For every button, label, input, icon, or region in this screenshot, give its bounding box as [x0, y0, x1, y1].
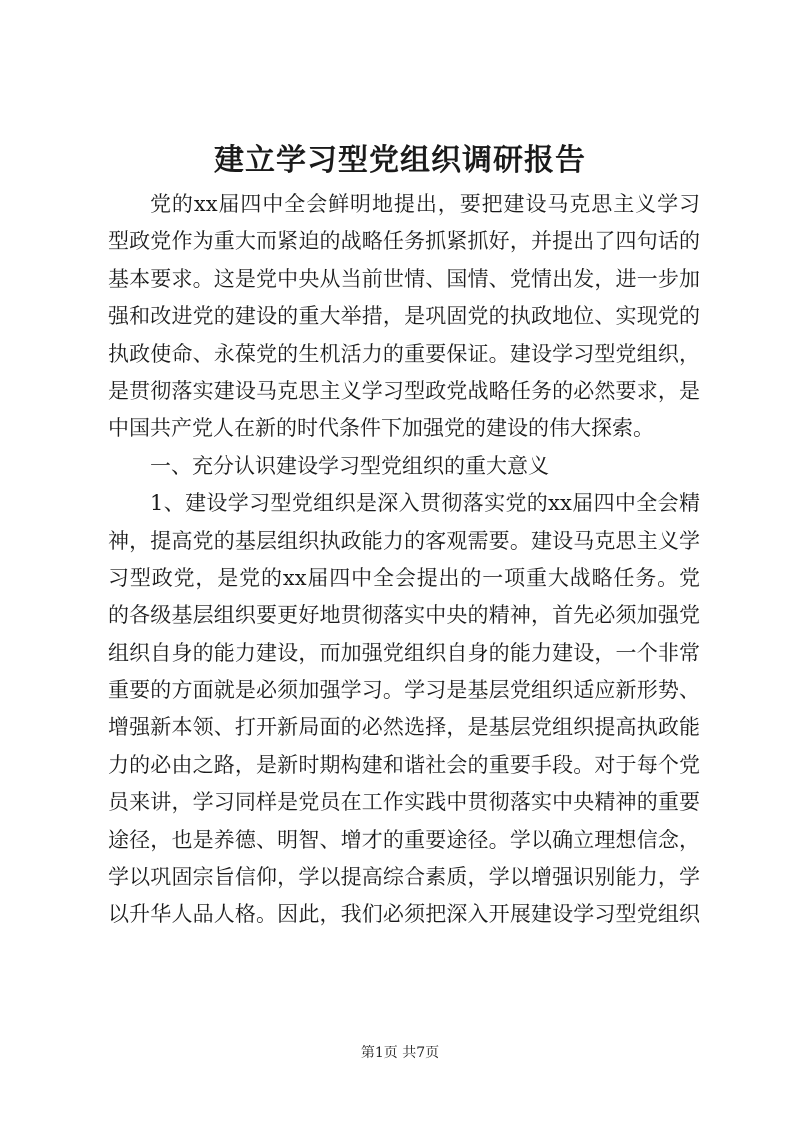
text-line: 以升华人品人格。因此，我们必须把深入开展建设学习型党组织 — [108, 902, 700, 927]
text-line: 途径，也是养德、明智、增才的重要途径。学以确立理想信念， — [108, 827, 700, 852]
text-line: 学以巩固宗旨信仰，学以提高综合素质，学以增强识别能力，学 — [108, 865, 700, 890]
text-line: 神，提高党的基层组织执政能力的客观需要。建设马克思主义学 — [108, 528, 700, 553]
document-body — [108, 186, 700, 934]
text-line: 增强新本领、打开新局面的必然选择，是基层党组织提高执政能 — [108, 715, 700, 740]
text-line: 1、建设学习型党组织是深入贯彻落实党的xx届四中全会精 — [150, 491, 700, 516]
text-line: 习型政党，是党的xx届四中全会提出的一项重大战略任务。党 — [108, 565, 700, 590]
text-line: 型政党作为重大而紧迫的战略任务抓紧抓好，并提出了四句话的 — [108, 229, 700, 254]
document-title: 建立学习型党组织调研报告 — [214, 143, 586, 178]
text-line: 党的xx届四中全会鲜明地提出，要把建设马克思主义学习 — [150, 192, 700, 216]
text-line: 的各级基层组织要更好地贯彻落实中央的精神，首先必须加强党 — [108, 603, 700, 628]
text-line: 组织自身的能力建设，而加强党组织自身的能力建设，一个非常 — [108, 640, 700, 665]
text-line: 是贯彻落实建设马克思主义学习型政党战略任务的必然要求，是 — [108, 378, 700, 403]
text-line: 员来讲，学习同样是党员在工作实践中贯彻落实中央精神的重要 — [108, 790, 700, 815]
text-line: 力的必由之路，是新时期构建和谐社会的重要手段。对于每个党 — [108, 752, 700, 777]
text-line: 重要的方面就是必须加强学习。学习是基层党组织适应新形势、 — [108, 678, 700, 703]
text-line: 中国共产党人在新的时代条件下加强党的建设的伟大探索。 — [108, 416, 654, 441]
text-line: 执政使命、永葆党的生机活力的重要保证。建设学习型党组织， — [108, 341, 700, 366]
text-line: 一、充分认识建设学习型党组织的重大意义 — [150, 453, 549, 478]
text-line: 强和改进党的建设的重大举措，是巩固党的执政地位、实现党的 — [108, 304, 700, 329]
text-line: 基本要求。这是党中央从当前世情、国情、党情出发，进一步加 — [108, 266, 700, 291]
page-footer: 第1页 共7页 — [360, 1045, 440, 1061]
